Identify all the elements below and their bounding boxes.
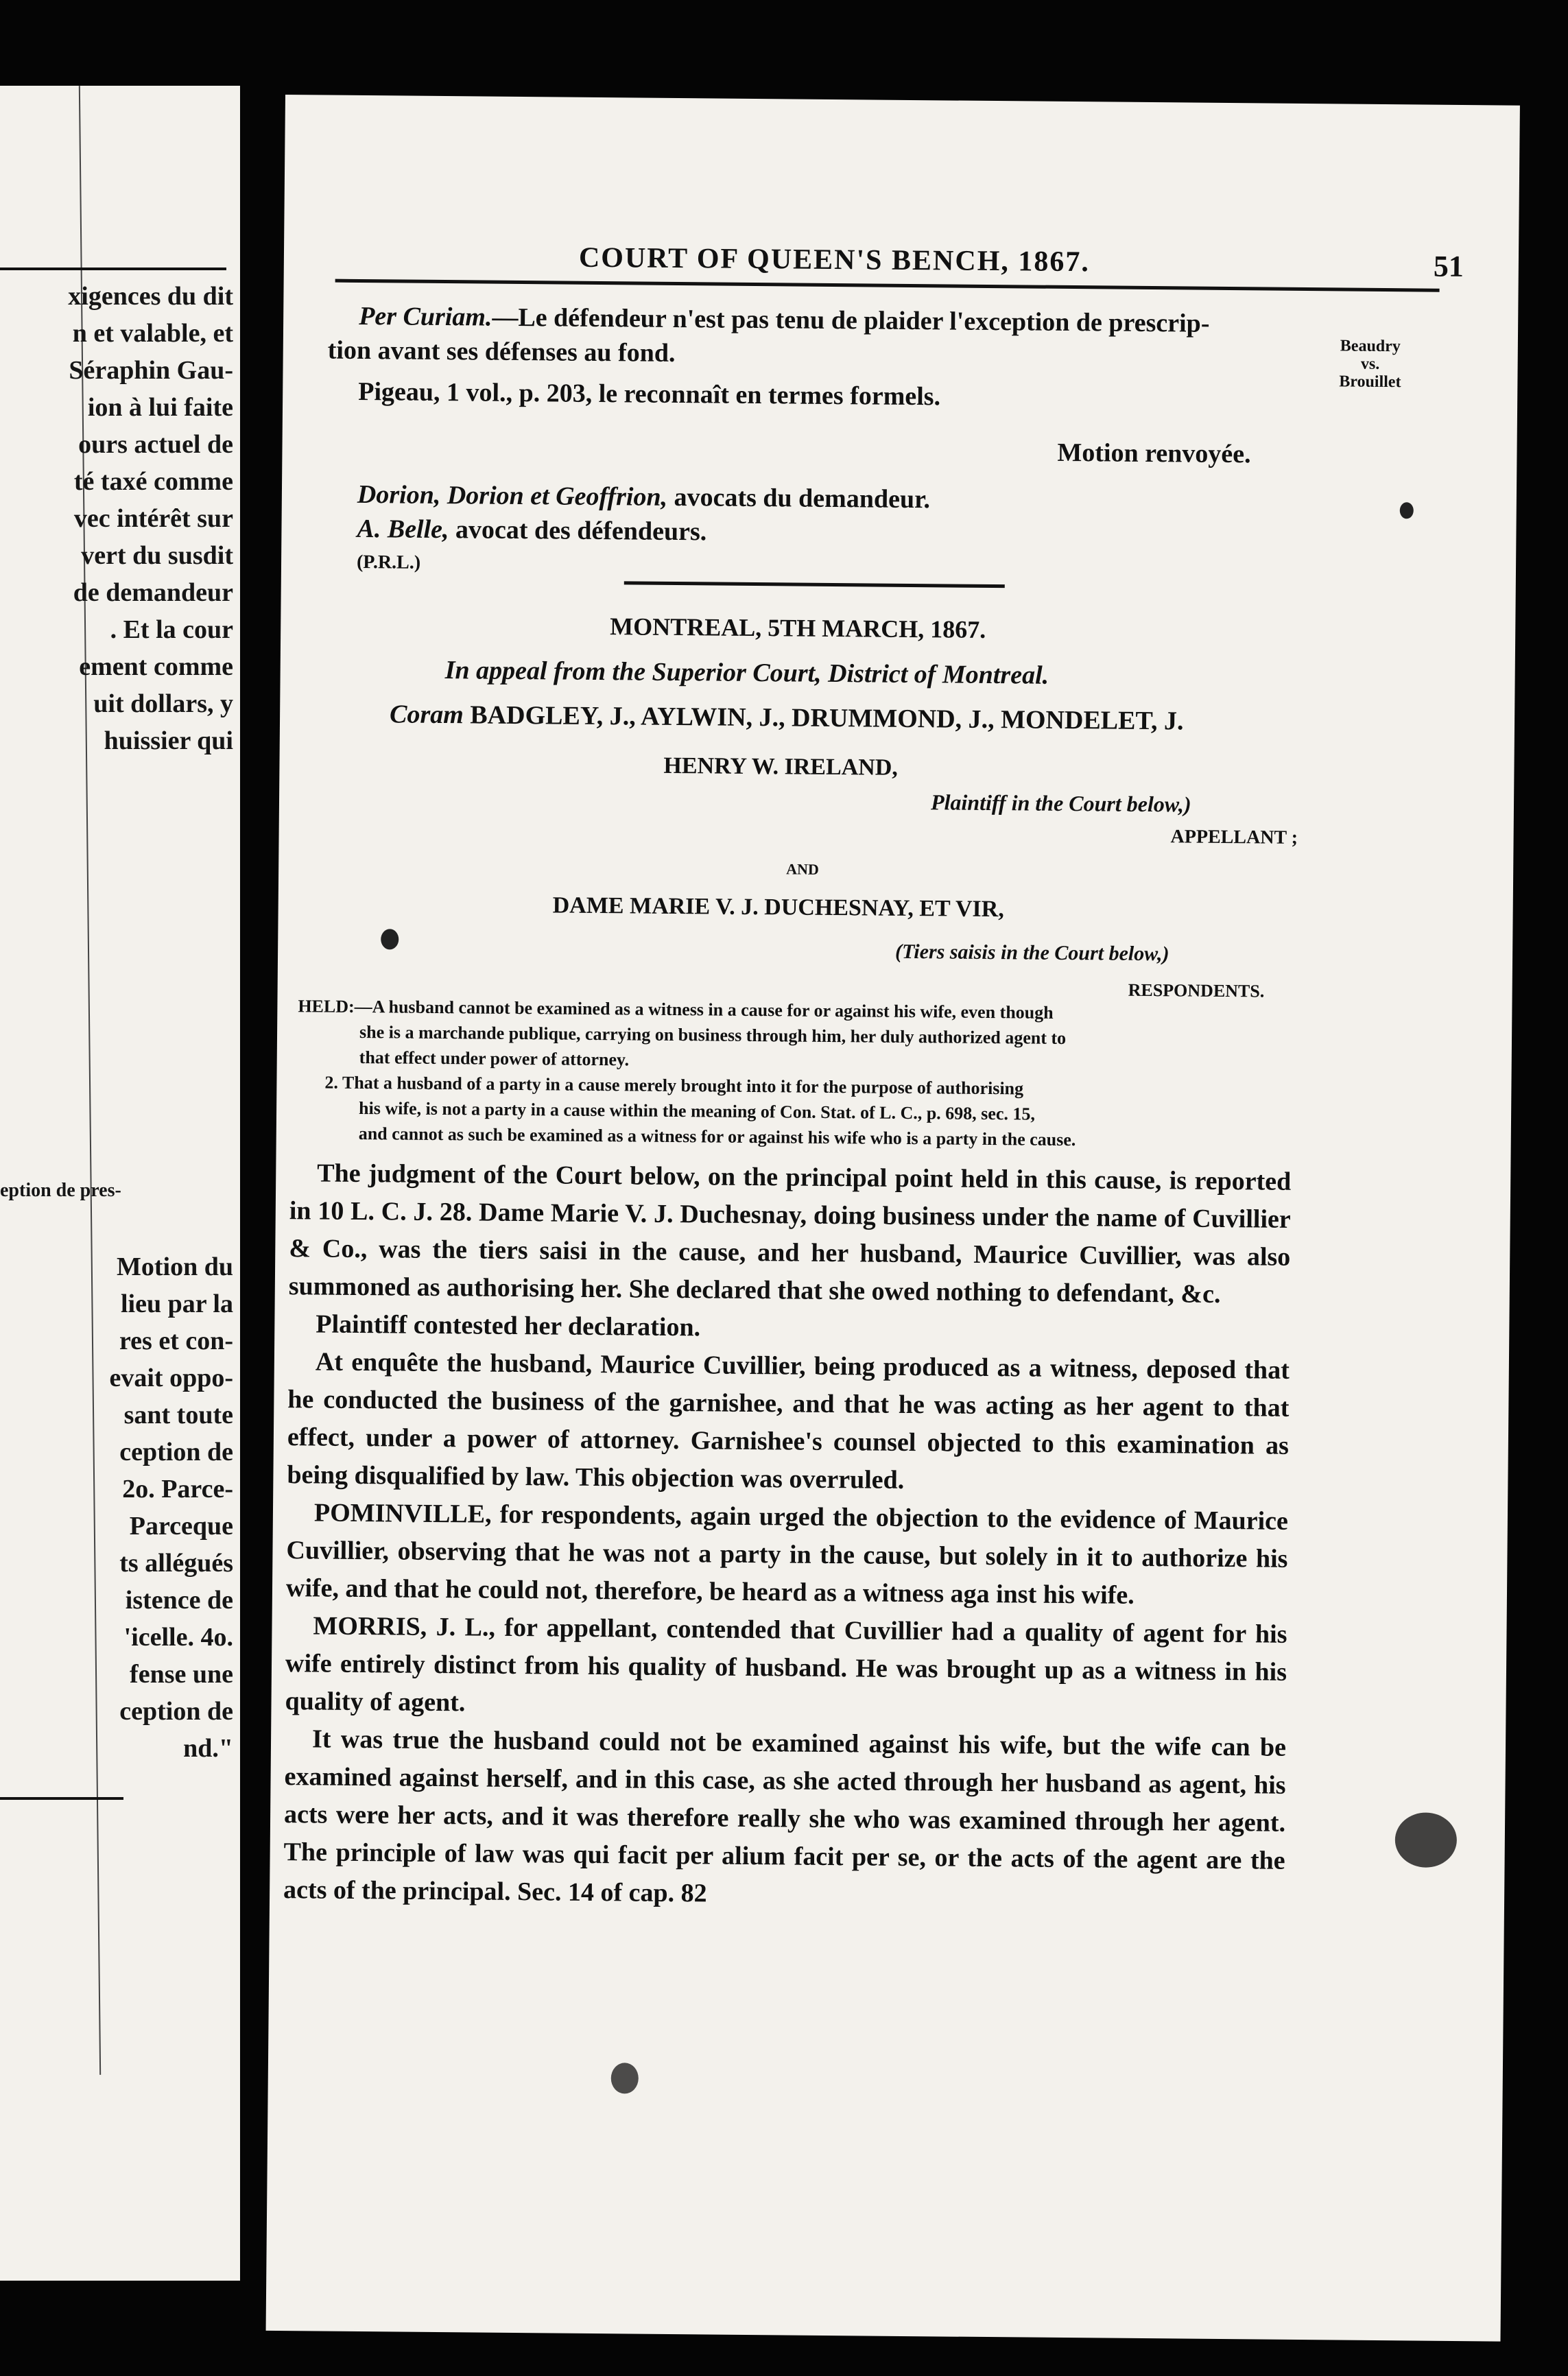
per-curiam-text: —Le défendeur n'est pas tenu de plaider l'exception de prescrip- (492, 302, 1210, 338)
counsel-name: MORRIS, J. L., (313, 1611, 496, 1642)
left-page-line: Séraphin Gau- (69, 356, 233, 385)
left-page-line: huissier qui (104, 726, 233, 755)
body-paragraph: At enquête the husband, Maurice Cuvillier, being produced as a witness, deposed that he conducted the business of the garnishee, and that he was acting as her agent to that effect, under a power of attorney. Garnishee's counsel objected to this examination as being disqualified by law. This objection was overruled. (287, 1347, 1290, 1495)
ink-blot (381, 929, 399, 949)
left-page-line: vert du susdit (81, 541, 233, 570)
left-page-line: ours actuel de (78, 430, 233, 459)
margin-note-line: vs. (1360, 355, 1380, 373)
page-number: 51 (1433, 249, 1464, 283)
left-page-line: istence de (125, 1586, 233, 1615)
paragraph-text: for respondents, again urged the objection to the evidence of Maurice Cuvillier, observing that he was not a party in the cause, but solely in it to authorize his wife, and that he could not, therefore, be heard as a witness aga inst his wife. (285, 1499, 1289, 1610)
left-page-line: ception de (119, 1438, 233, 1466)
left-page-line: res et con- (119, 1327, 233, 1355)
respondent-name: DAME MARIE V. J. DUCHESNAY, ET VIR, (552, 892, 1004, 923)
coram-line (390, 699, 1184, 736)
motion-result: Motion renvoyée. (1057, 438, 1251, 469)
held-line: 2. That a husband of a party in a cause merely brought into it for the purpose of authorising (324, 1072, 1024, 1099)
body-paragraph: The judgment of the Court below, on the principal point held in this cause, is reported in 10 L. C. J. 28. Dame Marie V. J. Duchesnay, doing business under the name of Cuvillier & Co., was the tiers saisi in the cause, and her husband, Maurice Cuvillier, was also summoned as authorising her. She declared that she owed nothing to defendant, &c. (288, 1159, 1292, 1309)
left-page-line: evait oppo- (109, 1364, 233, 1392)
held-line: and cannot as such be examined as a witness for or against his wife who is a party in the cause. (358, 1123, 1076, 1150)
left-page-line: ion à lui faite (87, 393, 233, 422)
respondent-role: RESPONDENTS. (1128, 979, 1265, 1001)
held-headnote (297, 993, 1293, 1154)
left-page-line: de demandeur (73, 578, 233, 607)
left-page-line: ception de (119, 1697, 233, 1726)
reporter-initials: (P.R.L.) (356, 551, 421, 573)
ink-blot (611, 2063, 639, 2093)
left-page-line: sant toute (123, 1401, 233, 1429)
pigeau-line: Pigeau, 1 vol., p. 203, le reconnaît en termes formels. (358, 377, 941, 412)
left-page-line: eption de pres- (0, 1180, 121, 1201)
counsel-role: avocats du demandeur. (667, 482, 931, 514)
coram-judges: BADGLEY, J., AYLWIN, J., DRUMMOND, J., MONDELET, J. (470, 700, 1184, 736)
respondent-description: (Tiers saisis in the Court below,) (894, 940, 1169, 966)
ink-blot (1400, 502, 1414, 519)
left-page-line: xigences du dit (68, 282, 233, 311)
ink-blot (1395, 1812, 1458, 1868)
left-page-line: té taxé comme (73, 467, 233, 496)
left-page-line: 2o. Parce- (122, 1475, 233, 1504)
main-page (266, 95, 1520, 2342)
counsel-names: Dorion, Dorion et Geoffrion, (357, 479, 668, 512)
appeal-line: In appeal from the Superior Court, District of Montreal. (444, 656, 1049, 690)
per-curiam-line (359, 301, 1210, 339)
left-header-rule (0, 268, 226, 270)
left-page-fragment (0, 86, 240, 2281)
left-page-line: 'icelle. 4o. (123, 1623, 233, 1652)
left-page-line: ts allégués (119, 1549, 233, 1578)
held-label: HELD (298, 996, 349, 1017)
left-page-line: lieu par la (121, 1290, 233, 1318)
left-page-line: uit dollars, y (93, 689, 233, 718)
body-paragraph (286, 1494, 1288, 1616)
and-separator: AND (786, 860, 819, 878)
coram-label: Coram (389, 700, 464, 730)
left-page-line: nd." (183, 1734, 233, 1763)
per-curiam-line-2: tion avant ses défenses au fond. (327, 335, 676, 368)
case-place-date: MONTREAL, 5TH MARCH, 1867. (610, 613, 986, 643)
body-paragraph (285, 1607, 1287, 1729)
counsel-defendants (357, 514, 706, 547)
held-line: his wife, is not a party in a cause within the meaning of Con. Stat. of L. C., p. 698, sec. 15, (358, 1097, 1036, 1124)
paragraph-text: for appellant, contended that Cuvillier had a quality of agent for his wife entirely distinct from his quality of husband. He was brought up as a witness in his quality of agent. (285, 1613, 1287, 1718)
appellant-role: APPELLANT ; (1170, 826, 1298, 848)
opinion-body (283, 1154, 1292, 1918)
left-page-line: n et valable, et (72, 319, 233, 348)
held-text: :—A husband cannot be examined as a witness in a cause for or against his wife, even though (348, 996, 1054, 1023)
left-page-line: . Et la cour (110, 615, 233, 644)
left-page-line: Motion du (117, 1252, 233, 1281)
counsel-plaintiff (357, 479, 930, 514)
appellant-description: Plaintiff in the Court below,) (930, 789, 1191, 817)
held-line: she is a marchande publique, carrying on business through him, her duly authorized agent to (359, 1021, 1067, 1048)
held-line: that effect under power of attorney. (359, 1047, 630, 1070)
running-title: COURT OF QUEEN'S BENCH, 1867. (578, 241, 1091, 278)
counsel-names: A. Belle, (357, 514, 449, 545)
left-page-line: vec intérêt sur (73, 504, 233, 533)
margin-case-note (1301, 337, 1439, 392)
counsel-role: avocat des défendeurs. (449, 515, 707, 547)
margin-note-line: Beaudry (1340, 337, 1401, 356)
body-paragraph: It was true the husband could not be examined against his wife, but the wife can be examined against herself, and in this case, as she acted through her husband as agent, his acts were her acts, and it was therefore really she who was examined through her agent. The principle of law was qui facit per alium facit per se, or the acts of the agent are the acts of the principal. Sec. 14 of cap. 82 (283, 1724, 1287, 1908)
case-separator-rule (624, 581, 1005, 588)
per-curiam-label: Per Curiam. (359, 301, 492, 332)
left-page-line: fense une (130, 1660, 233, 1689)
margin-note-line: Brouillet (1339, 372, 1401, 392)
body-paragraph: Plaintiff contested her declaration. (316, 1309, 701, 1342)
counsel-name: POMINVILLE, (313, 1498, 492, 1529)
left-page-line: ement comme (79, 652, 233, 681)
appellant-name: HENRY W. IRELAND, (663, 752, 899, 781)
left-page-line: Parceque (129, 1512, 233, 1541)
left-footer-rule (0, 1797, 123, 1800)
